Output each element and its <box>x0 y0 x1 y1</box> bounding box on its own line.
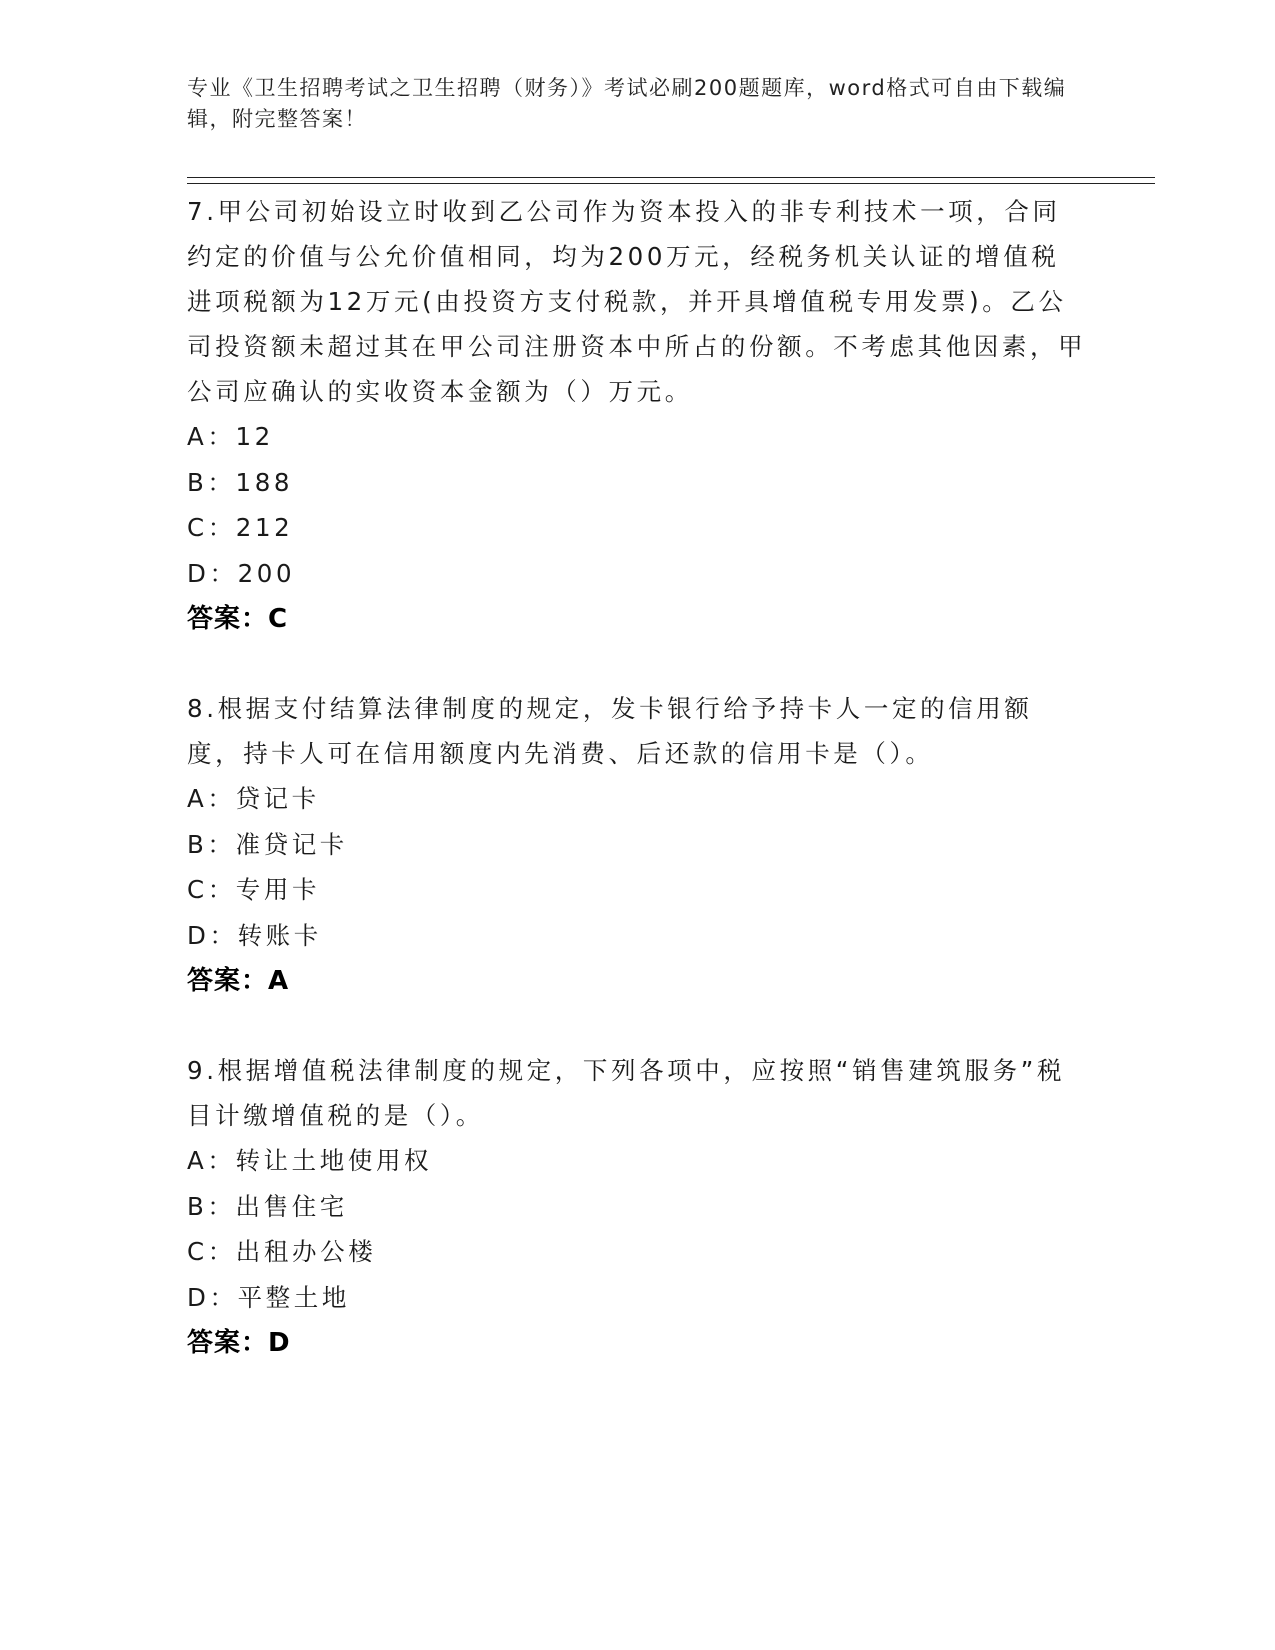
question-7 <box>187 189 1087 643</box>
option-a: A：贷记卡 <box>187 784 320 813</box>
header-rule-bottom <box>187 183 1155 184</box>
question-8 <box>187 686 1087 1005</box>
header-rule-top <box>187 177 1155 178</box>
question-text: 9.根据增值税法律制度的规定，下列各项中，应按照“销售建筑服务”税目计缴增值税的是（）。 <box>187 1056 1066 1130</box>
option-d: D：平整土地 <box>187 1282 350 1312</box>
question-list <box>187 189 1087 1367</box>
option-b: B：出售住宅 <box>187 1191 348 1221</box>
option-c: C：出租办公楼 <box>187 1237 377 1266</box>
option-b: B：188 <box>187 467 294 497</box>
question-text: 7.甲公司初始设立时收到乙公司作为资本投入的非专利技术一项，合同约定的价值与公允价值相同，均为200万元，经税务机关认证的增值税进项税额为12万元(由投资方支付税款，并开具增值税专用发票)。乙公司投资额未超过其在甲公司注册资本中所占的份额。不考虑其他因素，甲公司应确认的实收资本金额为（）万元。 <box>187 197 1087 406</box>
answer-label: 答案：D <box>187 1328 291 1358</box>
option-d: D：200 <box>187 558 296 588</box>
option-a: A：转让土地使用权 <box>187 1146 433 1175</box>
option-b: B：准贷记卡 <box>187 829 348 859</box>
option-d: D：转账卡 <box>187 920 322 950</box>
question-9 <box>187 1048 1087 1367</box>
document-header: 专业《卫生招聘考试之卫生招聘（财务）》考试必刷200题题库，word格式可自由下载编辑，附完整答案！ <box>187 76 1067 131</box>
question-text: 8.根据支付结算法律制度的规定，发卡银行给予持卡人一定的信用额度，持卡人可在信用额度内先消费、后还款的信用卡是（）。 <box>187 694 1033 768</box>
answer-label: 答案：A <box>187 966 290 996</box>
option-c: C：专用卡 <box>187 875 321 904</box>
option-c: C：212 <box>187 513 294 542</box>
answer-label: 答案：C <box>187 604 289 634</box>
option-a: A：12 <box>187 422 274 451</box>
